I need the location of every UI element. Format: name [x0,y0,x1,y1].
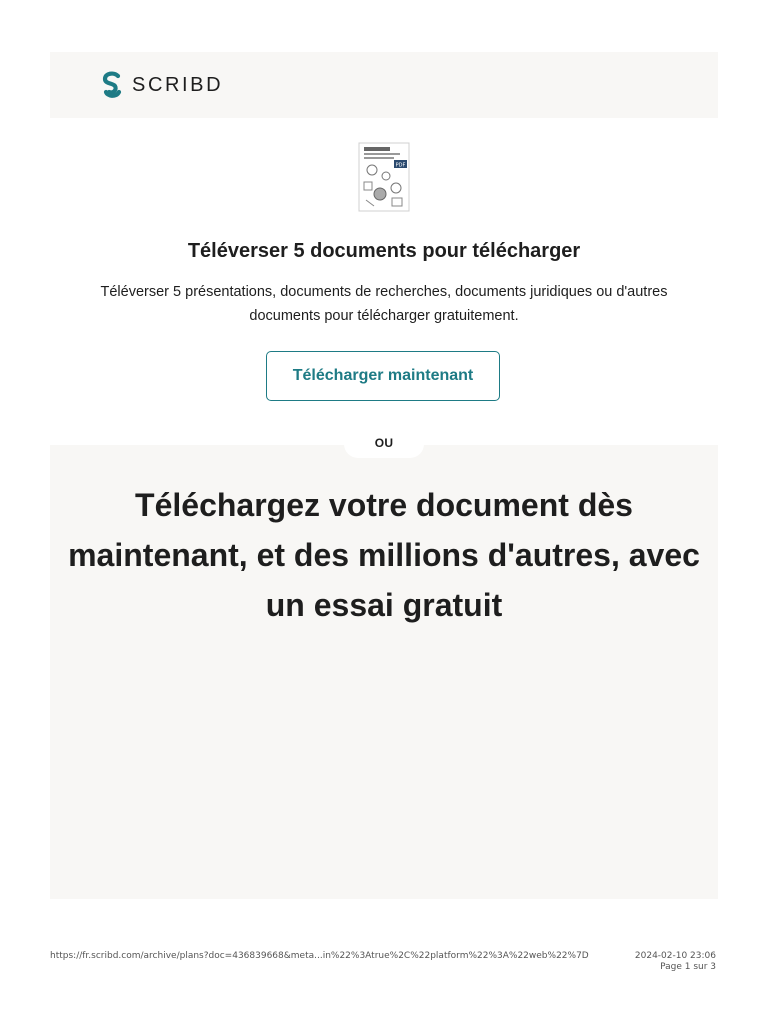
or-divider: OU [344,428,424,458]
upload-title: Téléverser 5 documents pour télécharger [187,240,581,262]
brand-name: SCRIBD [132,73,224,96]
pdf-badge: PDF [395,162,406,169]
footer-timestamp: 2024-02-10 23:06 [634,951,716,961]
footer-url: https://fr.scribd.com/archive/plans?doc=436839668&meta...in%22%3Atrue%2C%22platform%22%3A%22web%22%7D [50,951,589,961]
document-thumbnail [358,142,410,212]
footer-meta [635,951,716,973]
footer-page-number: Page 1 sur 3 [660,962,716,972]
site-header [50,52,718,118]
trial-title: Téléchargez votre document dès maintenant, et des millions d'autres, avec un essai gratuit [68,487,700,623]
upload-description: Téléverser 5 présentations, documents de recherches, documents juridiques ou d'autres documents pour télécharger gratuitement. [100,284,668,324]
download-now-button[interactable]: Télécharger maintenant [266,351,500,401]
scribd-logo[interactable] [100,70,223,100]
scribd-logo-icon [100,70,124,100]
